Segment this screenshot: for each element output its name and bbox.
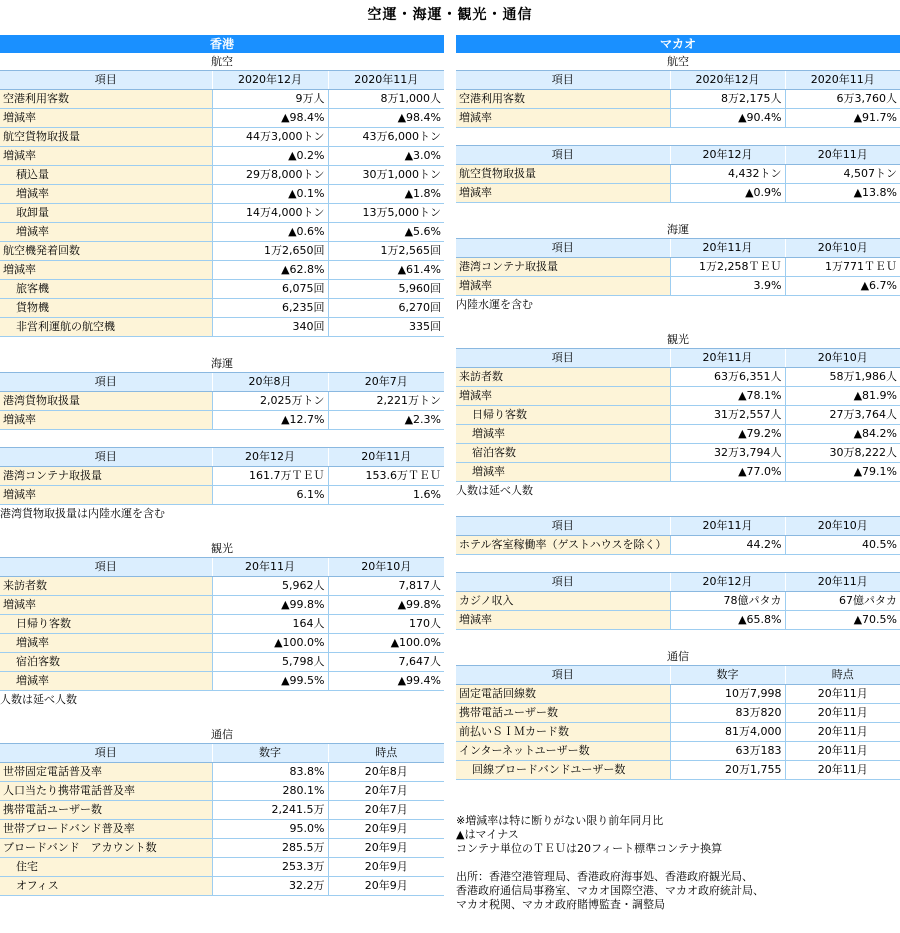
row-label: ブロードバンド アカウント数 bbox=[0, 839, 212, 858]
footnote-line: コンテナ単位のＴＥＵは20フィート標準コンテナ換算 bbox=[456, 842, 723, 855]
column-header-item: 項目 bbox=[0, 558, 212, 577]
column-header: 時点 bbox=[785, 666, 900, 685]
column-header: 2020年11月 bbox=[785, 71, 900, 90]
column-header-item: 項目 bbox=[456, 146, 670, 165]
cell-value: 153.6万ＴＥＵ bbox=[328, 467, 444, 486]
cell-value: 285.5万 bbox=[212, 839, 328, 858]
cell-value: ▲0.1% bbox=[212, 185, 328, 204]
cell-value: ▲78.1% bbox=[670, 387, 785, 406]
column-header-item: 項目 bbox=[0, 448, 212, 467]
cell-value: 20年7月 bbox=[328, 801, 444, 820]
table-row bbox=[0, 299, 444, 318]
table-row bbox=[0, 147, 444, 166]
hk-tourism-section-title: 観光 bbox=[211, 542, 233, 555]
table-row bbox=[0, 801, 444, 820]
column-header: 20年10月 bbox=[328, 558, 444, 577]
table-row bbox=[456, 165, 900, 184]
table-row bbox=[0, 90, 444, 109]
table-row bbox=[456, 685, 900, 704]
cell-value: ▲13.8% bbox=[785, 184, 900, 203]
row-label: 宿泊客数 bbox=[456, 444, 670, 463]
cell-value: 20年9月 bbox=[328, 877, 444, 896]
row-label: ホテル客室稼働率（ゲストハウスを除く） bbox=[456, 536, 670, 555]
cell-value: ▲77.0% bbox=[670, 463, 785, 482]
row-label: 増減率 bbox=[0, 223, 212, 242]
cell-value: 63万183 bbox=[670, 742, 785, 761]
source-line: 出所：香港空港管理局、香港政府海事処、香港政府観光局、 bbox=[456, 870, 753, 883]
cell-value: 5,798人 bbox=[212, 653, 328, 672]
table-row bbox=[0, 486, 444, 505]
table-row bbox=[456, 425, 900, 444]
table-row bbox=[456, 368, 900, 387]
column-header: 2020年12月 bbox=[212, 71, 328, 90]
row-label: 増減率 bbox=[456, 277, 670, 296]
cell-value: ▲84.2% bbox=[785, 425, 900, 444]
table-row bbox=[0, 467, 444, 486]
cell-value: 20年11月 bbox=[785, 723, 900, 742]
cell-value: 6,235回 bbox=[212, 299, 328, 318]
row-label: 増減率 bbox=[456, 611, 670, 630]
cell-value: 63万6,351人 bbox=[670, 368, 785, 387]
table-row bbox=[456, 90, 900, 109]
cell-value: 20万1,755 bbox=[670, 761, 785, 780]
cell-value: 20年8月 bbox=[328, 763, 444, 782]
table-row bbox=[456, 258, 900, 277]
cell-value: 7,647人 bbox=[328, 653, 444, 672]
table-row bbox=[0, 858, 444, 877]
cell-value: 20年9月 bbox=[328, 839, 444, 858]
row-label: 来訪者数 bbox=[456, 368, 670, 387]
cell-value: ▲3.0% bbox=[328, 147, 444, 166]
column-header: 20年11月 bbox=[212, 558, 328, 577]
footnotes bbox=[456, 814, 900, 856]
cell-value: 2,025万トン bbox=[212, 392, 328, 411]
row-label: 世帯ブロードバンド普及率 bbox=[0, 820, 212, 839]
row-label: 増減率 bbox=[0, 185, 212, 204]
row-label: 住宅 bbox=[0, 858, 212, 877]
cell-value: ▲98.4% bbox=[328, 109, 444, 128]
row-label: 増減率 bbox=[0, 486, 212, 505]
cell-value: 78億パタカ bbox=[670, 592, 785, 611]
mo-tourism-note: 人数は延べ人数 bbox=[456, 484, 533, 497]
table-row bbox=[0, 577, 444, 596]
cell-value: ▲99.8% bbox=[328, 596, 444, 615]
row-label: 携帯電話ユーザー数 bbox=[0, 801, 212, 820]
table-row bbox=[456, 723, 900, 742]
table-row bbox=[456, 592, 900, 611]
row-label: 取卸量 bbox=[0, 204, 212, 223]
cell-value: 30万1,000トン bbox=[328, 166, 444, 185]
row-label: 増減率 bbox=[0, 147, 212, 166]
cell-value: 6,075回 bbox=[212, 280, 328, 299]
mo-sea-table bbox=[456, 238, 900, 296]
table-row bbox=[0, 318, 444, 337]
cell-value: ▲79.1% bbox=[785, 463, 900, 482]
table-row bbox=[0, 615, 444, 634]
mo-air-cargo-table bbox=[456, 145, 900, 203]
column-header: 数字 bbox=[670, 666, 785, 685]
cell-value: 20年9月 bbox=[328, 858, 444, 877]
cell-value: ▲98.4% bbox=[212, 109, 328, 128]
cell-value: 1万771ＴＥＵ bbox=[785, 258, 900, 277]
row-label: インターネットユーザー数 bbox=[456, 742, 670, 761]
row-label: 港湾コンテナ取扱量 bbox=[456, 258, 670, 277]
cell-value: 161.7万ＴＥＵ bbox=[212, 467, 328, 486]
cell-value: 32.2万 bbox=[212, 877, 328, 896]
row-label: 航空貨物取扱量 bbox=[456, 165, 670, 184]
column-header: 20年8月 bbox=[212, 373, 328, 392]
mo-region-header: マカオ bbox=[456, 35, 900, 53]
table-row bbox=[0, 877, 444, 896]
cell-value: 6,270回 bbox=[328, 299, 444, 318]
cell-value: 340回 bbox=[212, 318, 328, 337]
hk-sea-container-table bbox=[0, 447, 444, 505]
cell-value: 2,221万トン bbox=[328, 392, 444, 411]
cell-value: ▲100.0% bbox=[212, 634, 328, 653]
row-label: 日帰り客数 bbox=[456, 406, 670, 425]
cell-value: 5,960回 bbox=[328, 280, 444, 299]
column-header: 20年11月 bbox=[785, 573, 900, 592]
row-label: 回線ブロードバンドユーザー数 bbox=[456, 761, 670, 780]
row-label: 積込量 bbox=[0, 166, 212, 185]
row-label: 増減率 bbox=[0, 109, 212, 128]
cell-value: 43万6,000トン bbox=[328, 128, 444, 147]
column-header: 20年11月 bbox=[670, 349, 785, 368]
cell-value: 67億パタカ bbox=[785, 592, 900, 611]
cell-value: 280.1% bbox=[212, 782, 328, 801]
footnote-line: ※増減率は特に断りがない限り前年同月比 bbox=[456, 814, 664, 827]
cell-value: ▲0.2% bbox=[212, 147, 328, 166]
row-label: 宿泊客数 bbox=[0, 653, 212, 672]
row-label: オフィス bbox=[0, 877, 212, 896]
cell-value: 27万3,764人 bbox=[785, 406, 900, 425]
row-label: 増減率 bbox=[456, 387, 670, 406]
hk-sea-note: 港湾貨物取扱量は内陸水運を含む bbox=[0, 507, 165, 520]
row-label: 世帯固定電話普及率 bbox=[0, 763, 212, 782]
cell-value: 335回 bbox=[328, 318, 444, 337]
table-row bbox=[0, 185, 444, 204]
cell-value: 83万820 bbox=[670, 704, 785, 723]
table-row bbox=[0, 242, 444, 261]
table-row bbox=[456, 184, 900, 203]
cell-value: 170人 bbox=[328, 615, 444, 634]
cell-value: 1万2,258ＴＥＵ bbox=[670, 258, 785, 277]
row-label: 増減率 bbox=[0, 634, 212, 653]
mo-sea-section-title: 海運 bbox=[667, 223, 689, 236]
mo-sea-note: 内陸水運を含む bbox=[456, 298, 533, 311]
mo-casino-table bbox=[456, 572, 900, 630]
column-header: 20年10月 bbox=[785, 239, 900, 258]
column-header-item: 項目 bbox=[456, 349, 670, 368]
column-header-item: 項目 bbox=[456, 239, 670, 258]
cell-value: 3.9% bbox=[670, 277, 785, 296]
cell-value: 2,241.5万 bbox=[212, 801, 328, 820]
cell-value: ▲99.4% bbox=[328, 672, 444, 691]
cell-value: 8万1,000人 bbox=[328, 90, 444, 109]
cell-value: 20年11月 bbox=[785, 704, 900, 723]
cell-value: 95.0% bbox=[212, 820, 328, 839]
table-row bbox=[0, 820, 444, 839]
cell-value: ▲91.7% bbox=[785, 109, 900, 128]
table-row bbox=[456, 536, 900, 555]
source-line: 香港政府通信局事務室、マカオ国際空港、マカオ政府統計局、 bbox=[456, 884, 764, 897]
page-title: 空運・海運・観光・通信 bbox=[367, 7, 533, 23]
row-label: 固定電話回線数 bbox=[456, 685, 670, 704]
row-label: 日帰り客数 bbox=[0, 615, 212, 634]
cell-value: ▲81.9% bbox=[785, 387, 900, 406]
column-header: 数字 bbox=[212, 744, 328, 763]
row-label: 空港利用客数 bbox=[0, 90, 212, 109]
hk-tourism-note: 人数は延べ人数 bbox=[0, 693, 77, 706]
table-row bbox=[0, 166, 444, 185]
cell-value: 20年11月 bbox=[785, 742, 900, 761]
mo-tourism-table bbox=[456, 348, 900, 482]
column-header: 20年11月 bbox=[328, 448, 444, 467]
cell-value: 6.1% bbox=[212, 486, 328, 505]
cell-value: ▲0.6% bbox=[212, 223, 328, 242]
column-header: 2020年11月 bbox=[328, 71, 444, 90]
column-header-item: 項目 bbox=[456, 573, 670, 592]
cell-value: ▲62.8% bbox=[212, 261, 328, 280]
cell-value: 13万5,000トン bbox=[328, 204, 444, 223]
table-row bbox=[456, 277, 900, 296]
cell-value: ▲6.7% bbox=[785, 277, 900, 296]
table-row bbox=[0, 763, 444, 782]
row-label: カジノ収入 bbox=[456, 592, 670, 611]
table-row bbox=[0, 223, 444, 242]
cell-value: 40.5% bbox=[785, 536, 900, 555]
cell-value: ▲99.8% bbox=[212, 596, 328, 615]
cell-value: 44万3,000トン bbox=[212, 128, 328, 147]
column-header-item: 項目 bbox=[456, 517, 670, 536]
hk-air-table bbox=[0, 70, 444, 337]
table-row bbox=[456, 761, 900, 780]
hk-sea-section-title: 海運 bbox=[211, 357, 233, 370]
column-header: 2020年12月 bbox=[670, 71, 785, 90]
column-header-item: 項目 bbox=[456, 666, 670, 685]
row-label: 港湾貨物取扱量 bbox=[0, 392, 212, 411]
hk-column bbox=[0, 35, 444, 896]
cell-value: 20年11月 bbox=[785, 685, 900, 704]
mo-telecom-section-title: 通信 bbox=[667, 650, 689, 663]
column-header: 20年11月 bbox=[785, 146, 900, 165]
table-row bbox=[456, 444, 900, 463]
table-row bbox=[0, 109, 444, 128]
cell-value: ▲99.5% bbox=[212, 672, 328, 691]
table-row bbox=[456, 742, 900, 761]
cell-value: ▲61.4% bbox=[328, 261, 444, 280]
cell-value: 1.6% bbox=[328, 486, 444, 505]
table-row bbox=[0, 672, 444, 691]
column-header: 20年11月 bbox=[670, 517, 785, 536]
cell-value: 31万2,557人 bbox=[670, 406, 785, 425]
cell-value: 1万2,650回 bbox=[212, 242, 328, 261]
row-label: 前払いＳＩＭカード数 bbox=[456, 723, 670, 742]
row-label: 増減率 bbox=[0, 261, 212, 280]
column-header: 20年12月 bbox=[212, 448, 328, 467]
table-row bbox=[456, 406, 900, 425]
cell-value: ▲0.9% bbox=[670, 184, 785, 203]
row-label: 航空機発着回数 bbox=[0, 242, 212, 261]
cell-value: ▲12.7% bbox=[212, 411, 328, 430]
mo-column bbox=[456, 35, 900, 912]
column-header: 時点 bbox=[328, 744, 444, 763]
column-header-item: 項目 bbox=[456, 71, 670, 90]
column-header-item: 項目 bbox=[0, 744, 212, 763]
table-row bbox=[0, 596, 444, 615]
cell-value: 32万3,794人 bbox=[670, 444, 785, 463]
row-label: 増減率 bbox=[456, 425, 670, 444]
column-header-item: 項目 bbox=[0, 71, 212, 90]
table-row bbox=[0, 634, 444, 653]
cell-value: 83.8% bbox=[212, 763, 328, 782]
table-row bbox=[456, 463, 900, 482]
cell-value: 10万7,998 bbox=[670, 685, 785, 704]
cell-value: ▲79.2% bbox=[670, 425, 785, 444]
mo-telecom-table bbox=[456, 665, 900, 780]
footnote-line: ▲はマイナス bbox=[456, 828, 519, 841]
column-header-item: 項目 bbox=[0, 373, 212, 392]
column-header: 20年10月 bbox=[785, 349, 900, 368]
table-row bbox=[0, 392, 444, 411]
hk-air-section-title: 航空 bbox=[211, 55, 233, 68]
column-header: 20年12月 bbox=[670, 146, 785, 165]
table-row bbox=[456, 611, 900, 630]
table-row bbox=[0, 280, 444, 299]
column-header: 20年12月 bbox=[670, 573, 785, 592]
cell-value: 4,432トン bbox=[670, 165, 785, 184]
row-label: 非営利運航の航空機 bbox=[0, 318, 212, 337]
column-header: 20年10月 bbox=[785, 517, 900, 536]
cell-value: 7,817人 bbox=[328, 577, 444, 596]
source-line: マカオ税関、マカオ政府賭博監査・調整局 bbox=[456, 898, 665, 911]
cell-value: 8万2,175人 bbox=[670, 90, 785, 109]
cell-value: 253.3万 bbox=[212, 858, 328, 877]
row-label: 増減率 bbox=[0, 411, 212, 430]
row-label: 増減率 bbox=[0, 672, 212, 691]
cell-value: ▲70.5% bbox=[785, 611, 900, 630]
cell-value: ▲1.8% bbox=[328, 185, 444, 204]
cell-value: 29万8,000トン bbox=[212, 166, 328, 185]
cell-value: 6万3,760人 bbox=[785, 90, 900, 109]
cell-value: 1万2,565回 bbox=[328, 242, 444, 261]
cell-value: ▲100.0% bbox=[328, 634, 444, 653]
row-label: 貨物機 bbox=[0, 299, 212, 318]
row-label: 来訪者数 bbox=[0, 577, 212, 596]
cell-value: 30万8,222人 bbox=[785, 444, 900, 463]
mo-air-passenger-table bbox=[456, 70, 900, 128]
table-row bbox=[456, 109, 900, 128]
table-row bbox=[0, 261, 444, 280]
cell-value: 20年11月 bbox=[785, 761, 900, 780]
cell-value: ▲90.4% bbox=[670, 109, 785, 128]
column-header: 20年11月 bbox=[670, 239, 785, 258]
cell-value: 14万4,000トン bbox=[212, 204, 328, 223]
cell-value: 81万4,000 bbox=[670, 723, 785, 742]
table-row bbox=[0, 204, 444, 223]
row-label: 増減率 bbox=[456, 184, 670, 203]
row-label: 人口当たり携帯電話普及率 bbox=[0, 782, 212, 801]
sources bbox=[456, 870, 900, 912]
row-label: 携帯電話ユーザー数 bbox=[456, 704, 670, 723]
table-row bbox=[0, 839, 444, 858]
cell-value: ▲5.6% bbox=[328, 223, 444, 242]
row-label: 空港利用客数 bbox=[456, 90, 670, 109]
cell-value: 58万1,986人 bbox=[785, 368, 900, 387]
mo-tourism-section-title: 観光 bbox=[667, 333, 689, 346]
table-row bbox=[0, 782, 444, 801]
row-label: 港湾コンテナ取扱量 bbox=[0, 467, 212, 486]
cell-value: ▲65.8% bbox=[670, 611, 785, 630]
cell-value: 4,507トン bbox=[785, 165, 900, 184]
mo-air-section-title: 航空 bbox=[667, 55, 689, 68]
cell-value: 44.2% bbox=[670, 536, 785, 555]
table-row bbox=[456, 704, 900, 723]
table-row bbox=[456, 387, 900, 406]
hk-sea-cargo-table bbox=[0, 372, 444, 430]
row-label: 旅客機 bbox=[0, 280, 212, 299]
cell-value: 20年7月 bbox=[328, 782, 444, 801]
cell-value: 9万人 bbox=[212, 90, 328, 109]
cell-value: 20年9月 bbox=[328, 820, 444, 839]
row-label: 増減率 bbox=[456, 109, 670, 128]
hk-region-header: 香港 bbox=[0, 35, 444, 53]
mo-hotel-table bbox=[456, 516, 900, 555]
cell-value: 5,962人 bbox=[212, 577, 328, 596]
cell-value: ▲2.3% bbox=[328, 411, 444, 430]
row-label: 航空貨物取扱量 bbox=[0, 128, 212, 147]
table-row bbox=[0, 653, 444, 672]
hk-telecom-section-title: 通信 bbox=[211, 728, 233, 741]
cell-value: 164人 bbox=[212, 615, 328, 634]
hk-telecom-table bbox=[0, 743, 444, 896]
table-row bbox=[0, 128, 444, 147]
row-label: 増減率 bbox=[0, 596, 212, 615]
table-row bbox=[0, 411, 444, 430]
column-header: 20年7月 bbox=[328, 373, 444, 392]
row-label: 増減率 bbox=[456, 463, 670, 482]
hk-tourism-table bbox=[0, 557, 444, 691]
